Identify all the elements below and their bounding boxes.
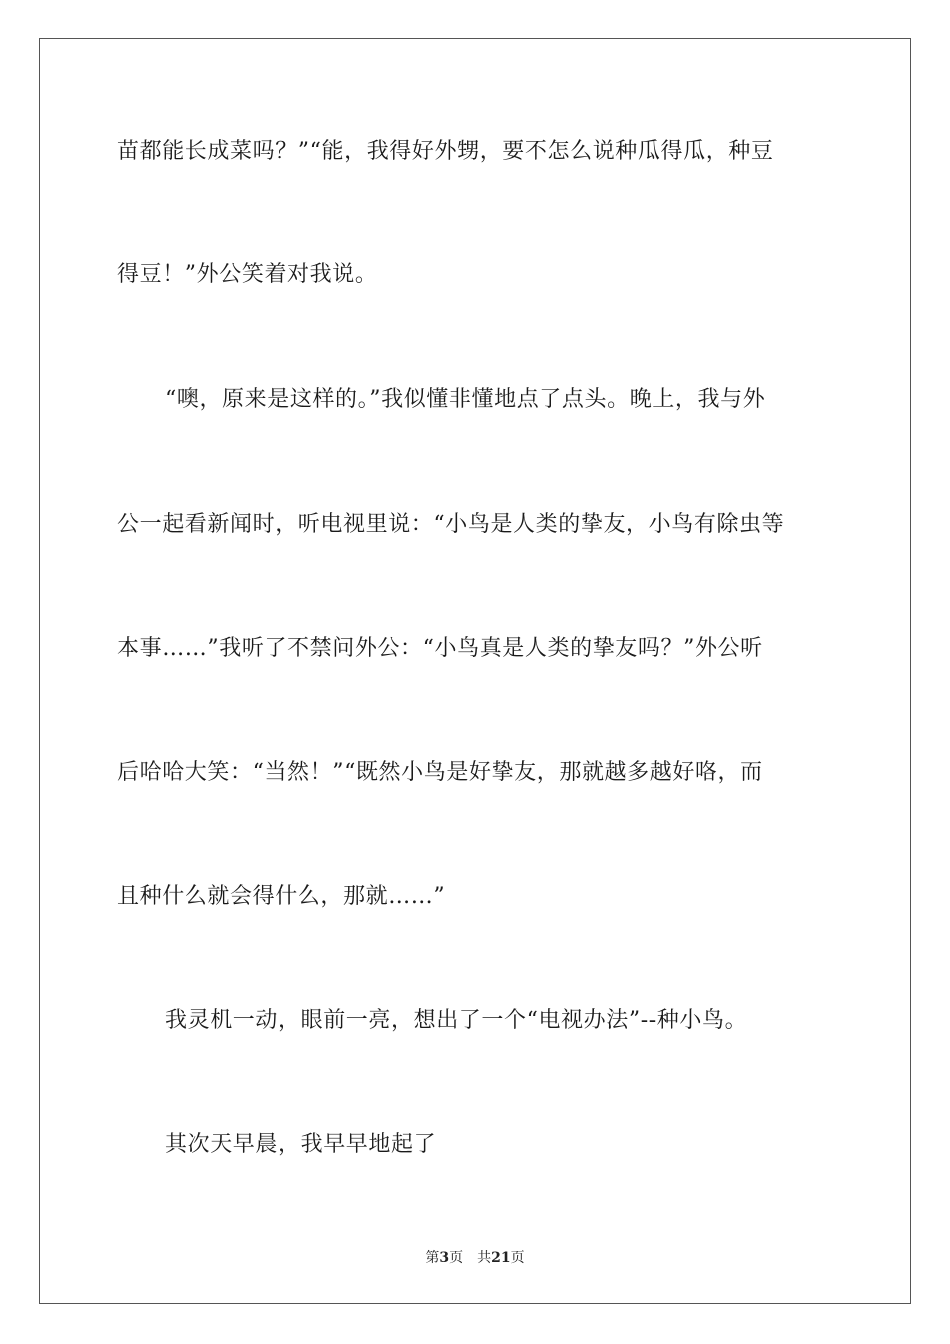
text-line-4: 公一起看新闻时，听电视里说：“小鸟是人类的挚友，小鸟有除虫等 <box>117 512 785 537</box>
text-line-7: 且种什么就会得什么，那就……” <box>117 884 446 909</box>
page-footer <box>0 1248 950 1268</box>
text-line-6: 后哈哈大笑：“当然！”“既然小鸟是好挚友，那就越多越好咯，而 <box>117 760 763 785</box>
text-line-2: 得豆！”外公笑着对我说。 <box>117 262 378 287</box>
footer-page-mid: 页 共 <box>449 1250 492 1266</box>
footer-page-prefix: 第 <box>425 1250 440 1266</box>
footer-page-total: 21 <box>491 1250 511 1266</box>
footer-page-current: 3 <box>439 1250 450 1266</box>
text-line-1: 苗都能长成菜吗？”“能，我得好外甥，要不怎么说种瓜得瓜，种豆 <box>117 139 774 164</box>
text-line-3: “噢，原来是这样的。”我似懂非懂地点了点头。晚上，我与外 <box>165 387 766 412</box>
text-line-5: 本事……”我听了不禁问外公：“小鸟真是人类的挚友吗？”外公听 <box>117 636 763 661</box>
page-border <box>39 38 911 1304</box>
footer-page-suffix: 页 <box>510 1250 525 1266</box>
text-line-9: 其次天早晨，我早早地起了 <box>165 1132 437 1157</box>
text-line-8: 我灵机一动，眼前一亮，想出了一个“电视办法”--种小鸟。 <box>165 1008 748 1033</box>
